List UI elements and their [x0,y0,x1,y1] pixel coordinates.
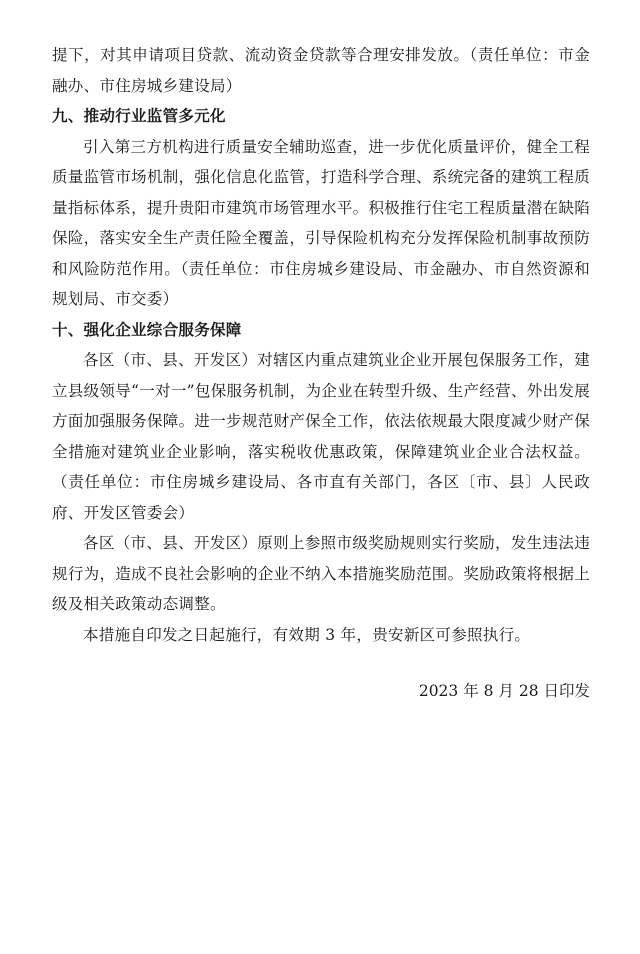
paragraph-section-10-b: 各区（市、县、开发区）原则上参照市级奖励规则实行奖励，发生违法违规行为，造成不良社会影响的企业不纳入本措施奖励范围。奖励政策将根据上级及相关政策动态调整。 [52,534,590,613]
paragraph-section-9: 引入第三方机构进行质量安全辅助巡查，进一步优化质量评价，健全工程质量监管市场机制，强化信息化监管，打造科学合理、系统完备的建筑工程质量指标体系，提升贵阳市建筑市场管理水平。积极推行住宅工程质量潜在缺陷保险，落实安全生产责任险全覆盖，引导保险机构充分发挥保险机制事故预防和风险防范作用。（责任单位：市住房城乡建设局、市金融办、市自然资源和规划局、市交委） [52,137,590,308]
paragraph-section-10-a: 各区（市、县、开发区）对辖区内重点建筑业企业开展包保服务工作，建立县级领导“一对一”包保服务机制，为企业在转型升级、生产经营、外出发展方面加强服务保障。进一步规范财产保全工作，依法依规最大限度减少财产保全措施对建筑业企业影响，落实税收优惠政策，保障建筑业企业合法权益。（责任单位：市住房城乡建设局、各市直有关部门，各区〔市、县〕人民政府、开发区管委会） [52,351,590,522]
section-heading-10: 十、强化企业综合服务保障 [52,320,242,339]
paragraph-effective-date: 本措施自印发之日起施行，有效期 3 年，贵安新区可参照执行。 [83,625,531,644]
issue-date: 2023 年 8 月 28 日印发 [418,682,590,700]
paragraph-continued: 提下，对其申请项目贷款、流动资金贷款等合理安排发放。（责任单位：市金融办、市住房城乡建设局） [52,46,590,95]
section-heading-9: 九、推动行业监管多元化 [52,107,226,125]
document-body [52,40,590,650]
